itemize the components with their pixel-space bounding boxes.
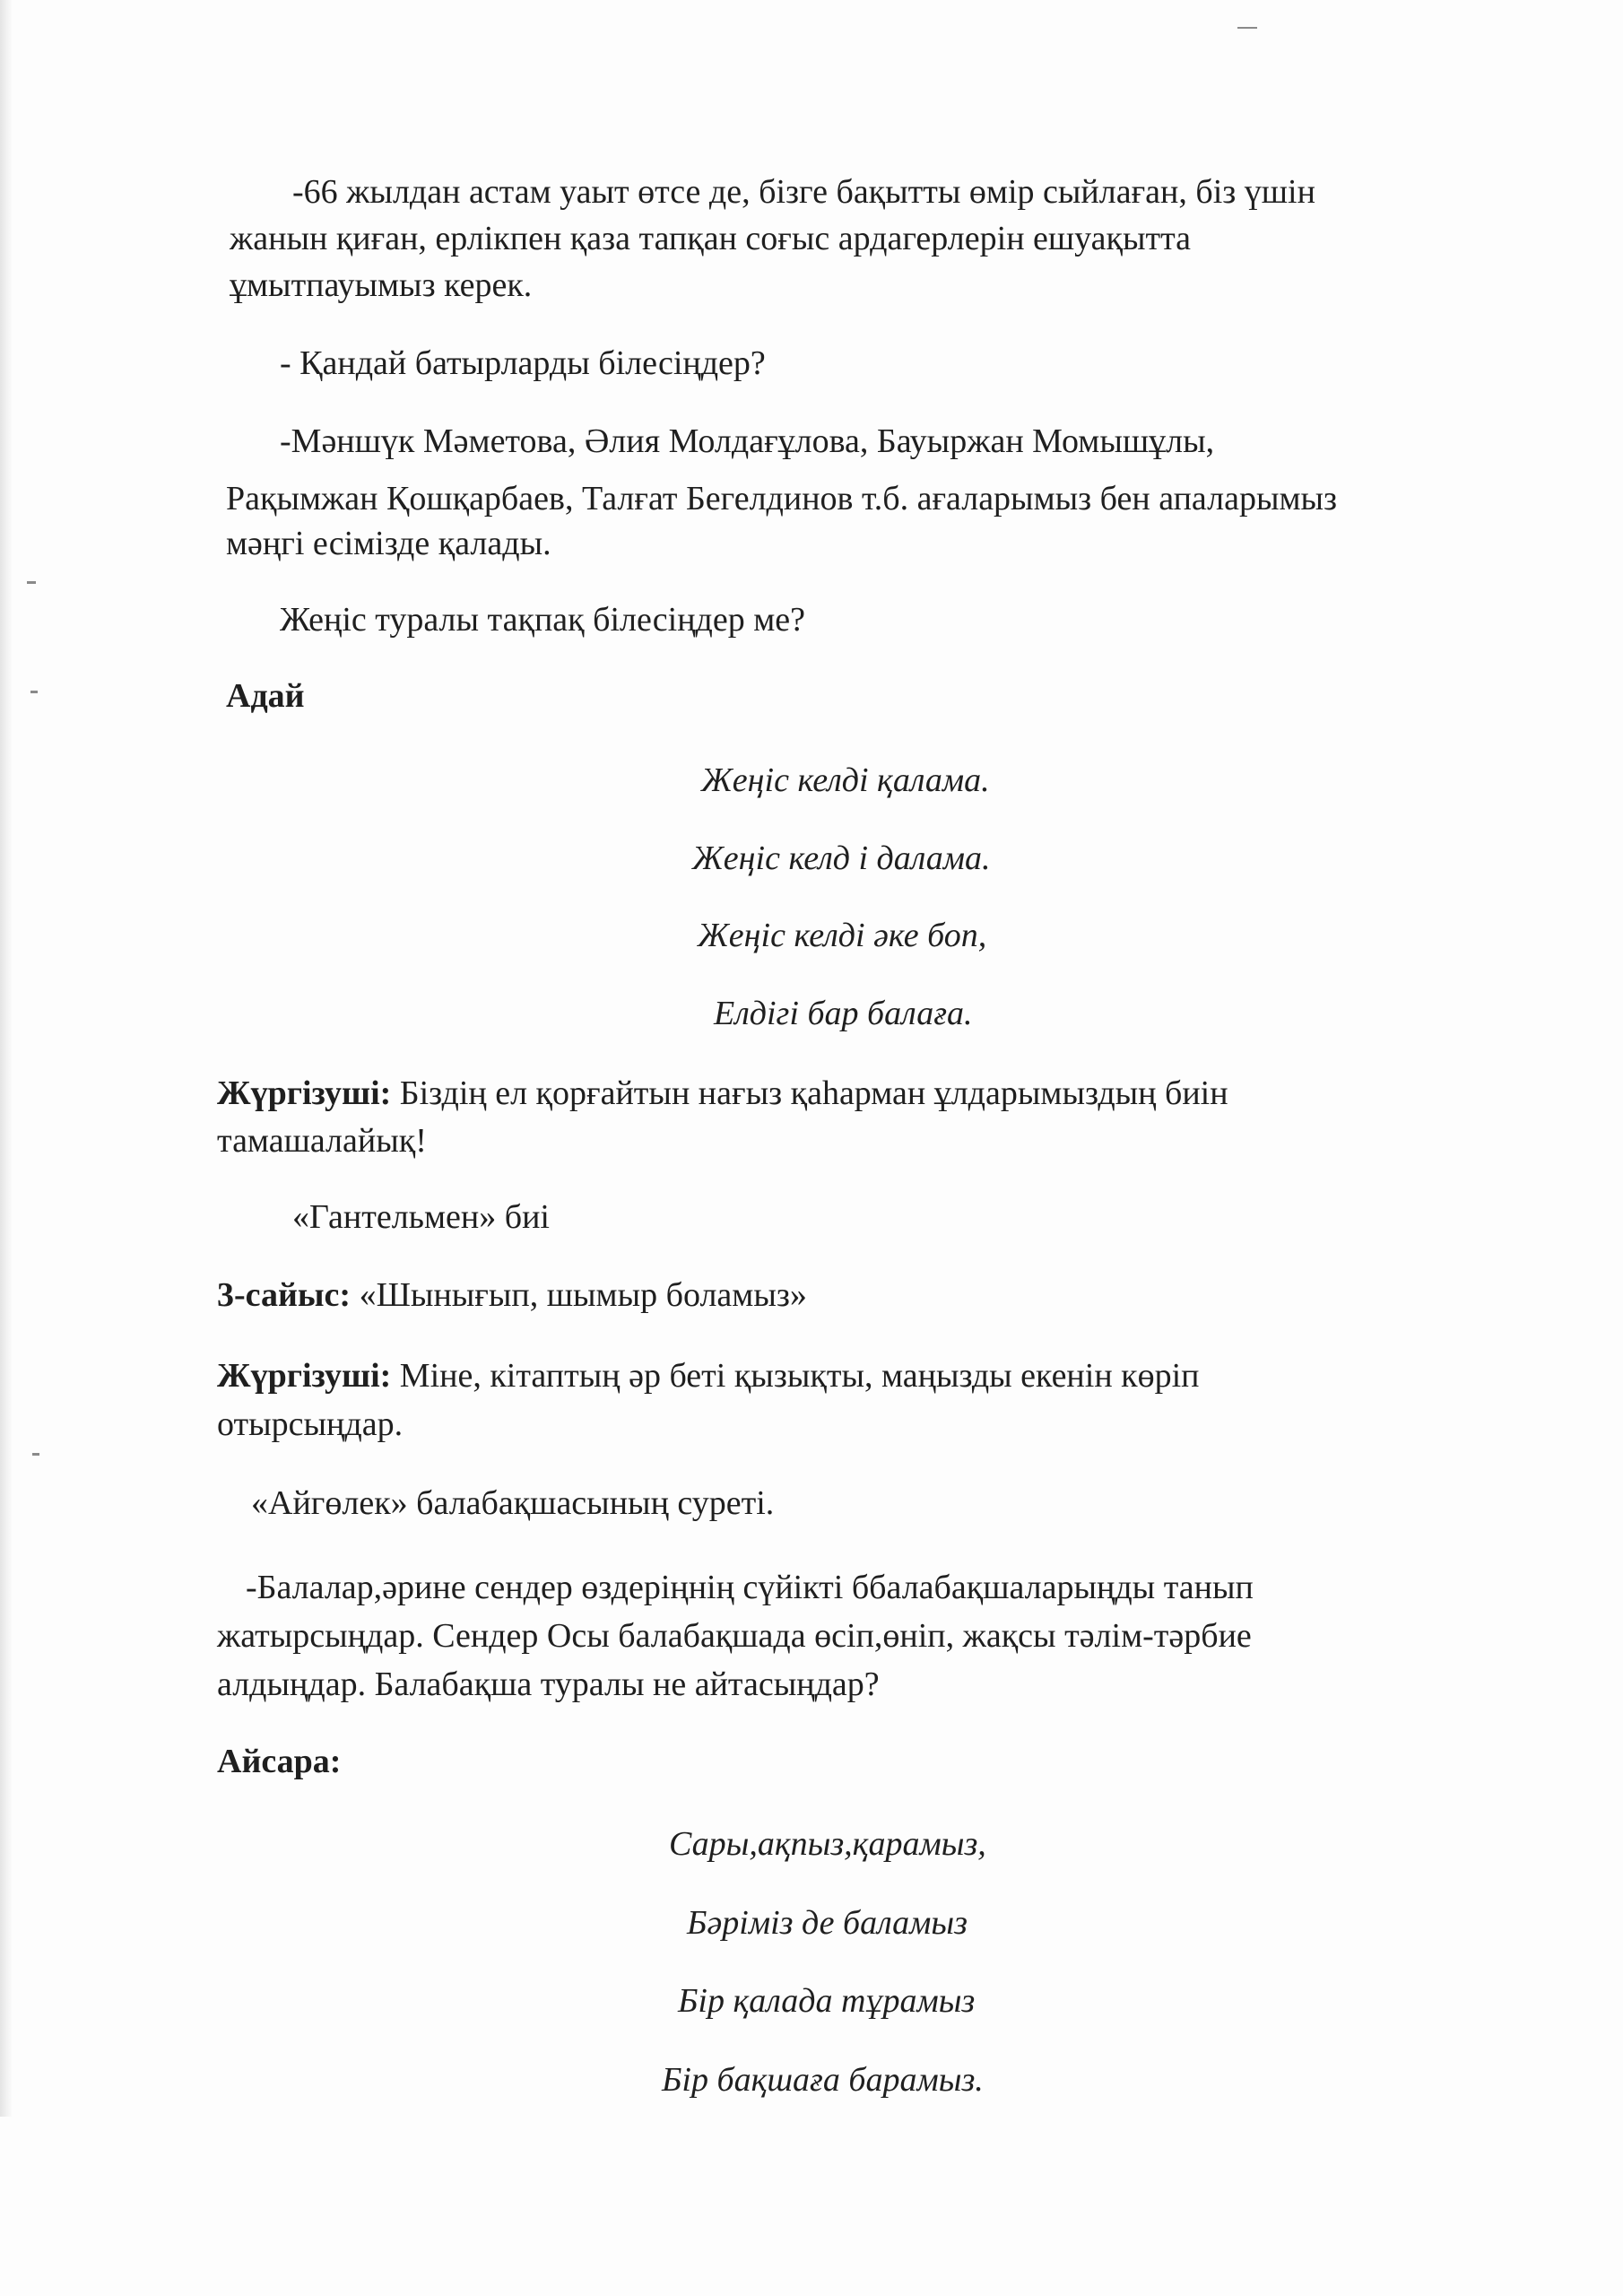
presenter-line: отырсыңдар. bbox=[217, 1405, 404, 1443]
scan-mark bbox=[1237, 27, 1257, 29]
poem-line: Жеңіс келді қалама. bbox=[701, 761, 990, 799]
presenter-line bbox=[217, 1072, 1228, 1115]
poem-line: Жеңіс келді әке боп, bbox=[698, 917, 987, 954]
speaker-name: Адай bbox=[226, 677, 305, 715]
question-poem: Жеңіс туралы тақпақ білесіңдер ме? bbox=[280, 601, 806, 639]
contest-label: 3-сайыс: bbox=[217, 1276, 352, 1314]
presenter-line: тамашалайық! bbox=[217, 1122, 427, 1160]
intro-line: жанын қиған, ерлікпен қаза тапқан соғыс ардагерлерін ешуақытта bbox=[230, 220, 1192, 257]
picture-caption: «Айгөлек» балабақшасының суреті. bbox=[251, 1484, 775, 1522]
poem-line: Бәріміз де баламыз bbox=[687, 1904, 968, 1942]
children-line: жатырсыңдар. Сендер Осы балабақшада өсіп,өніп, жақсы тәлім-тәрбие bbox=[217, 1617, 1252, 1655]
poem-line: Елдігі бар балаға. bbox=[714, 995, 973, 1032]
heroes-line: -Мәншүк Мәметова, Әлия Молдағұлова, Бауыржан Момышұлы, bbox=[280, 422, 1215, 460]
scan-shadow-edge bbox=[0, 0, 13, 2117]
poem-line: Сары,ақпыз,қарамыз, bbox=[669, 1825, 986, 1863]
heroes-line: мәңгі есімізде қалады. bbox=[226, 525, 551, 562]
children-line: алдыңдар. Балабақша туралы не айтасыңдар? bbox=[217, 1665, 880, 1703]
presenter-text: Біздің ел қорғайтын нағыз қаһарман ұлдарымыздың биін bbox=[399, 1074, 1228, 1112]
dance-title: «Гантельмен» биі bbox=[292, 1198, 550, 1236]
contest-line bbox=[217, 1274, 807, 1317]
children-line: -Балалар,әрине сендер өздеріңнің сүйікті ббалабақшаларыңды танып bbox=[246, 1569, 1254, 1606]
poem-line: Бір бақшаға барамыз. bbox=[662, 2061, 984, 2099]
scan-mark bbox=[27, 581, 36, 584]
presenter-text: Міне, кітаптың әр беті қызықты, маңызды екенін көріп bbox=[399, 1357, 1200, 1395]
poem-line: Бір қалада тұрамыз bbox=[678, 1982, 976, 2020]
presenter-label: Жүргізуші: bbox=[217, 1357, 392, 1395]
intro-line: ұмытпауымыз керек. bbox=[230, 266, 533, 304]
contest-title: «Шынығып, шымыр боламыз» bbox=[359, 1276, 807, 1314]
heroes-line: Рақымжан Қошқарбаев, Талғат Бегелдинов т.б. ағаларымыз бен апаларымыз bbox=[226, 480, 1338, 517]
question-heroes: - Қандай батырларды білесіңдер? bbox=[280, 344, 766, 382]
poem-line: Жеңіс келд і далама. bbox=[692, 839, 991, 877]
presenter-label: Жүргізуші: bbox=[217, 1074, 392, 1112]
intro-line: -66 жылдан астам уаыт өтсе де, бізге бақытты өмір сыйлаған, біз үшін bbox=[292, 173, 1315, 211]
presenter-line bbox=[217, 1354, 1200, 1397]
scan-mark bbox=[32, 1453, 39, 1456]
speaker-name: Айсара: bbox=[217, 1743, 342, 1780]
scan-mark bbox=[30, 691, 38, 693]
